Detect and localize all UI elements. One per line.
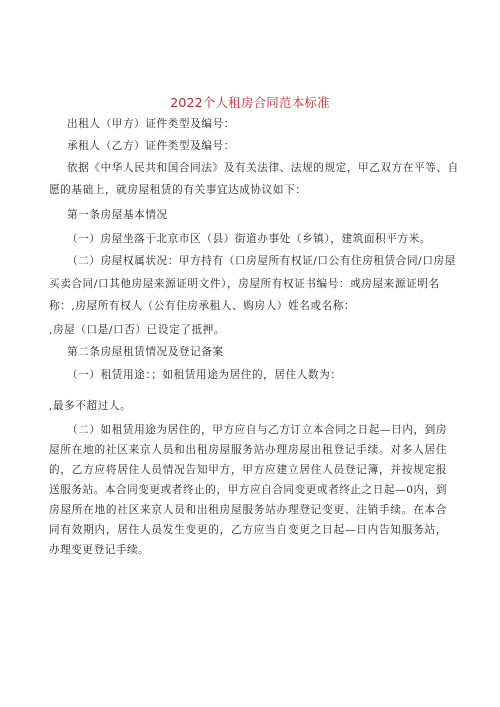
article-2-item-2-paragraph: （二）如租赁用途为居住的，甲方应自与乙方订立本合同之日起—日内，到房屋所在地的社区来京人员和出租房屋服务站办理房屋出租登记手续。对多人居住的，乙方应将居住人员情况告知甲方，甲方应建立居住人员登记簿，并按规定报送服务站。本合同变更或者终止的，甲方应自合同变更或者终止之日起—0内，到房屋所在地的社区来京人员和出租房屋服务站办理登记变更、注销手续。在本合同有效期内，居住人员发生变更的，乙方应当自变更之日起—日内告知服务站，办理变更登记手续。	[49, 424, 447, 556]
document-title: 2022个人租房合同范本标准	[170, 95, 330, 110]
article-1-heading: 第一条房屋基本情况	[67, 209, 168, 221]
article-1-item-2-line-1: （二）房屋权属状况：甲方持有（口房屋所有权证/口公有住房租赁合同/口房屋	[67, 255, 456, 267]
article-2-heading: 第二条房屋租赁情况及登记备案	[67, 346, 224, 358]
article-2-item-1: （一）租赁用途：；如租赁用途为居住的，居住人数为：	[67, 369, 342, 381]
article-1-item-2-line-2: 买卖合同/口其他房屋来源证明文件），房屋所有权证书编号：或房屋来源证明名	[49, 278, 440, 290]
article-1-item-2-line-3: 称：,房屋所有权人（公有住房承租人、购房人）姓名或名称：	[49, 300, 356, 312]
lessor-line: 出租人（甲方）证件类型及编号：	[67, 118, 235, 130]
intro-line-1: 依据《中华人民共和国合同法》及有关法律、法规的规定，甲乙双方在平等、自	[67, 162, 459, 174]
lessee-line: 承租人（乙方）证件类型及编号：	[67, 140, 235, 152]
article-1-item-2-line-4: ,房屋（口是/口否）已设定了抵押。	[49, 324, 226, 336]
article-2-item-1-continued: ,最多不超过人。	[49, 400, 132, 412]
article-1-item-1: （一）房屋坐落于北京市区（县）街道办事处（乡镇），建筑面积平方米。	[67, 233, 432, 245]
intro-line-2: 愿的基础上，就房屋租赁的有关事宜达成协议如下：	[49, 184, 307, 196]
